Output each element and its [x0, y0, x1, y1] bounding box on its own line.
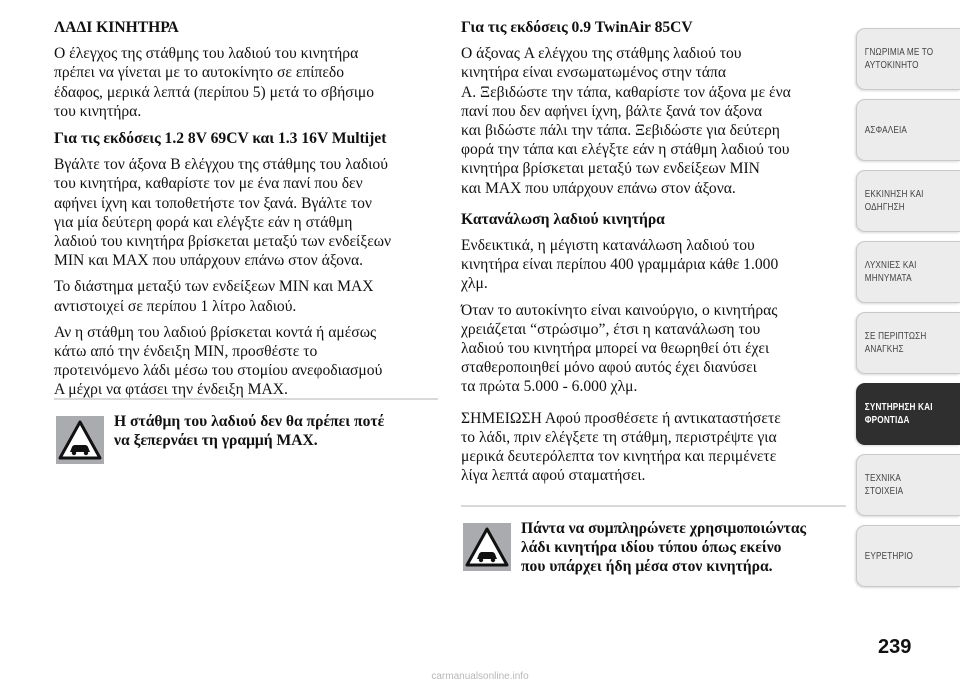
warning-box-max-level — [54, 398, 438, 450]
note-paragraph: ΣΗΜΕΙΩΣΗ Αφού προσθέσετε ή αντικαταστήσετε το λάδι, πριν ελέγξετε τη στάθμη, περιστρέψτε για μερικά δευτερόλεπτα τον κινητήρα και περιμένετε λίγα λεπτά αφού σταματήσει. — [461, 409, 781, 485]
tab-technical-data[interactable] — [856, 454, 960, 516]
tab-warning-lights-messages[interactable] — [856, 241, 960, 303]
consumption-paragraph: Ενδεικτικά, η μέγιστη κατανάλωση λαδιού του κινητήρα είναι περίπου 400 γραμμάρια κάθε 1.000 χλμ. — [461, 237, 779, 293]
warning-text-same-oil: Πάντα να συμπληρώνετε χρησιμοποιώντας λάδι κινητήρα ιδίου τύπου όπως εκείνο που υπάρχει ήδη μέσα στον κινητήρα. — [521, 520, 807, 576]
right-column — [461, 18, 846, 492]
tab-getting-to-know-car[interactable] — [856, 28, 960, 90]
warning-box-same-oil — [461, 505, 846, 577]
tab-label: ΣΥΝΤΗΡΗΣΗ ΚΑΙ ΦΡΟΝΤΙΔΑ — [864, 401, 933, 426]
tab-label: ΣΕ ΠΕΡΙΠΤΩΣΗ ΑΝΑΓΚΗΣ — [864, 330, 927, 355]
break-in-paragraph: Όταν το αυτοκίνητο είναι καινούργιο, ο κινητήρας χρειάζεται “στρώσιμο”, έτσι η κατανάλωση του λαδιού του κινητήρα μπορεί να θεωρηθεί ότι έχει σταθεροποιηθεί μόνο αφού αυτός έχει διανύσει τα πρώτα 5.000 - 6.000 χλμ. — [461, 301, 778, 396]
intro-paragraph: Ο έλεγχος της στάθμης του λαδιού του κινητήρα πρέπει να γίνεται με το αυτοκίνητο σε επίπεδο έδαφος, μερικά λεπτά (περίπου 5) μετά το σβήσιμο του κινητήρα. — [54, 45, 375, 120]
tab-index[interactable] — [856, 525, 960, 587]
car-warning-triangle-icon — [56, 416, 104, 464]
tab-label: ΑΣΦΑΛΕΙΑ — [864, 123, 908, 136]
dipstick-paragraph: Βγάλτε τον άξονα B ελέγχου της στάθμης του λαδιού του κινητήρα, καθαρίστε τον με ένα πανί που δεν αφήνει ίχνη και τοποθετήστε τον ξανά. Βγάλτε τον για μία δεύτερη φορά και ελέγξτε εάν η στάθμη λαδιού του κινητήρα βρίσκεται μεταξύ των ενδείξεων MIN και MAX που υπάρχουν επάνω στον άξονα. — [54, 156, 392, 270]
top-up-paragraph: Αν η στάθμη του λαδιού βρίσκεται κοντά ή αμέσως κάτω από την ένδειξη MIN, προσθέστε το προτεινόμενο λάδι μέσω του στομίου ανεφοδιασμού A μέχρι να φτάσει την ένδειξη MAX. — [54, 323, 383, 399]
page-number: 239 — [878, 636, 912, 658]
watermark: carmanualsonline.info — [431, 671, 529, 682]
warning-text-max-level: Η στάθμη του λαδιού δεν θα πρέπει ποτέ να ξεπερνάει τη γραμμή MAX. — [114, 413, 385, 450]
chapter-tabs — [856, 28, 960, 596]
tab-label: ΕΚΚΙΝΗΣΗ ΚΑΙ ΟΔΗΓΗΣΗ — [864, 188, 924, 213]
tab-safety[interactable] — [856, 99, 960, 161]
section-heading-engine-oil: ΛΑΔΙ ΚΙΝΗΤΗΡΑ — [54, 19, 179, 36]
tab-label: ΓΝΩΡΙΜΙΑ ΜΕ ΤΟ ΑΥΤΟΚΙΝΗΤΟ — [864, 46, 934, 71]
tab-label: ΕΥΡΕΤΗΡΙΟ — [864, 549, 914, 562]
tab-maintenance-care[interactable] — [856, 383, 960, 445]
tab-label: ΤΕΧΝΙΚΑ ΣΤΟΙΧΕΙΑ — [864, 472, 904, 497]
heading-oil-consumption: Κατανάλωση λαδιού κινητήρα — [461, 210, 665, 228]
subheading-twinair: Για τις εκδόσεις 0.9 TwinAir 85CV — [461, 19, 693, 36]
tab-emergency[interactable] — [856, 312, 960, 374]
min-max-paragraph: Το διάστημα μεταξύ των ενδείξεων MIN και MAX αντιστοιχεί σε περίπου 1 λίτρο λαδιού. — [54, 278, 374, 315]
car-warning-triangle-icon — [463, 523, 511, 571]
tab-starting-driving[interactable] — [856, 170, 960, 232]
twinair-paragraph: Ο άξονας A ελέγχου της στάθμης λαδιού του κινητήρα είναι ενσωματωμένος στην τάπα A. Ξεβιδώστε την τάπα, καθαρίστε τον άξονα με ένα πανί που δεν αφήνει ίχνη, βάλτε ξανά τον άξονα και βιδώστε πάλι την τάπα. Ξεβιδώστε για δεύτερη φορά την τάπα και ελέγξτε εάν η στάθμη λαδιού του κινητήρα βρίσκεται μεταξύ των ενδείξεων MIN και MAX που υπάρχουν επάνω στον άξονα. — [461, 45, 791, 197]
subheading-versions-1-2-1-3: Για τις εκδόσεις 1.2 8V 69CV και 1.3 16V Multijet — [54, 130, 387, 148]
tab-label: ΛΥΧΝΙΕΣ ΚΑΙ ΜΗΝΥΜΑΤΑ — [864, 259, 917, 284]
left-column — [54, 18, 438, 407]
